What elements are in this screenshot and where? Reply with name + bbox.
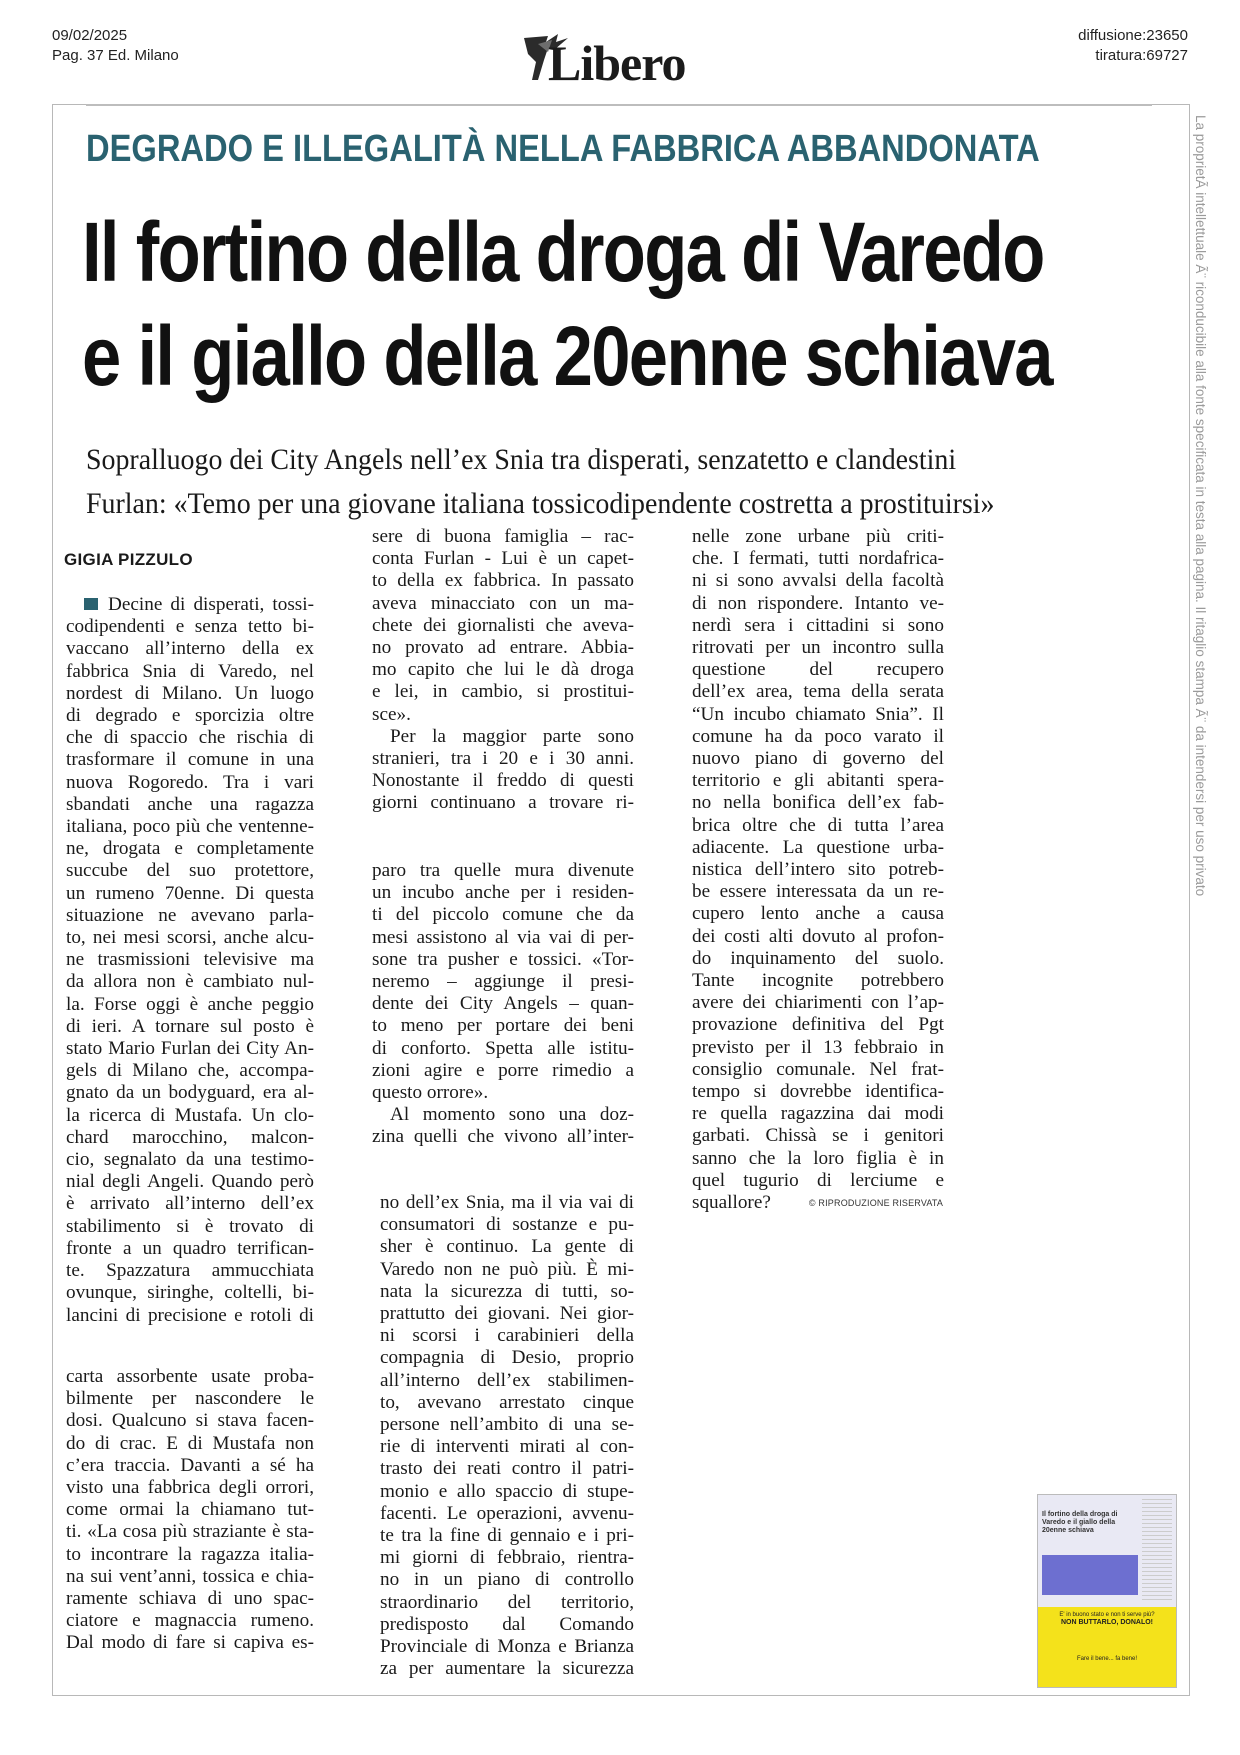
text-line: Al momento sono una doz-	[390, 1104, 634, 1126]
text-line: nerdì sera i cittadini si sono	[692, 614, 944, 636]
text-line: neremo – aggiunge il presi-	[372, 971, 634, 993]
text-line: tempo si dovrebbe identifica-	[692, 1081, 944, 1103]
diffusion-count: diffusione:23650	[1078, 27, 1188, 44]
frame-top-rule	[86, 104, 1152, 106]
text-line: compagnia di Desio, proprio	[380, 1347, 634, 1369]
text-line: do inquinamento del suolo.	[692, 947, 944, 969]
text-line: dosi. Qualcuno si stava facen-	[66, 1410, 314, 1432]
text-line: trasto dei reati contro il patri-	[380, 1458, 634, 1480]
text-line: “Un incubo chiamato Snia”. Il	[692, 703, 944, 725]
masthead-title: Libero	[548, 35, 686, 91]
text-line: rie di interventi mirati al con-	[380, 1436, 634, 1458]
article-kicker: DEGRADO E ILLEGALITÀ NELLA FABBRICA ABBANDONATA	[86, 128, 1040, 170]
text-line: provazione definitiva del Pgt	[692, 1014, 944, 1036]
text-line: no dell’ex Snia, ma il via vai di	[380, 1192, 634, 1213]
text-line: Dal modo di fare si capiva es-	[66, 1632, 314, 1654]
text-line: fronte a un quadro terrifican-	[66, 1237, 314, 1259]
text-line: ciatore e magnaccia rumeno.	[66, 1610, 314, 1632]
text-line: conta Furlan - Lui è un capet-	[372, 548, 634, 570]
text-line: no in un piano di controllo	[380, 1569, 634, 1591]
subhead-line-1: Sopralluogo dei City Angels nell’ex Snia tra disperati, senzatetto e clandestini	[86, 443, 957, 476]
text-line: italiana, poco più che ventenne-	[66, 816, 314, 838]
text-line: to della ex fabbrica. In passato	[372, 570, 634, 592]
text-line: predisposto dal Comando	[380, 1613, 634, 1635]
text-line: comune ha da poco varato il	[692, 725, 944, 747]
text-line: ni si sono avvalsi della facoltà	[692, 570, 944, 592]
text-line: Per la maggior parte sono	[390, 725, 634, 747]
text-line: chete dei giornalisti che aveva-	[372, 614, 634, 636]
text-line: Tante incognite potrebbero	[692, 970, 944, 992]
thumbnail-title: Il fortino della droga di Varedo e il giallo della 20enne schiava	[1042, 1511, 1118, 1534]
text-line: persone nell’ambito di una se-	[380, 1414, 634, 1436]
text-line: ni scorsi i carabinieri della	[380, 1325, 634, 1347]
text-line: che di spaccio che rischia di	[66, 727, 314, 749]
text-line: Provinciale di Monza e Brianza	[380, 1636, 634, 1658]
text-line: come ormai la chiamano tut-	[66, 1499, 314, 1521]
text-line: monio e allo spaccio di stupe-	[380, 1480, 634, 1502]
text-line: be essere interessata da un re-	[692, 881, 944, 903]
text-line: nata la sicurezza di tutti, so-	[380, 1280, 634, 1302]
text-line: di conforto. Spetta alle istitu-	[372, 1037, 634, 1059]
text-line: nuova Rogoredo. Tra i vari	[66, 771, 314, 793]
text-line: ne trasmissioni televisive ma	[66, 949, 314, 971]
article-column-1-continued	[66, 1366, 314, 1655]
text-line: nuovo piano di governo del	[692, 748, 944, 770]
text-line: un incubo anche per i residen-	[372, 882, 634, 904]
text-line: fabbrica Snia di Varedo, nel	[66, 660, 314, 682]
text-line: lancini di precisione e rotoli di	[66, 1304, 314, 1326]
headline-line-1: Il fortino della droga di Varedo	[82, 205, 1044, 299]
page-header-right	[1078, 26, 1188, 66]
text-line: che. I fermati, tutti nordafrica-	[692, 548, 944, 570]
text-line: no nella bonifica dell’ex fab-	[692, 792, 944, 814]
text-line: questo orrore».	[372, 1082, 489, 1104]
text-line: nial degli Angeli. Quando però	[66, 1171, 314, 1193]
text-line: dei costi alti dovuto al profon-	[692, 925, 944, 947]
page-edition: Pag. 37 Ed. Milano	[52, 47, 179, 64]
text-line: mesi assistono al via vai di per-	[372, 926, 634, 948]
article-column-3	[692, 526, 944, 1214]
text-line: succube del suo protettore,	[66, 860, 314, 882]
article-column-2-end	[380, 1192, 634, 1680]
text-line: Varedo non ne può più. È mi-	[380, 1258, 634, 1280]
text-line: to, nei mesi scorsi, anche alcu-	[66, 927, 314, 949]
text-line: situazione ne avevano parla-	[66, 904, 314, 926]
text-line: ritrovati per un incontro sulla	[692, 637, 944, 659]
text-line: consiglio comunale. Nel frat-	[692, 1058, 944, 1080]
text-line: cupero lento anche a causa	[692, 903, 944, 925]
paragraph-start-square-icon	[84, 598, 98, 610]
copyright-side-note	[1190, 115, 1210, 1095]
headline-line-2: e il giallo della 20enne schiava	[82, 309, 1052, 403]
masthead-logo	[518, 28, 728, 94]
text-line: consumatori di sostanze e pu-	[380, 1214, 634, 1236]
article-headline	[82, 200, 1052, 408]
text-line: sanno che la loro figlia è in	[692, 1147, 944, 1169]
text-line: na sui vent’anni, tossica e chia-	[66, 1565, 314, 1587]
text-line: territorio e gli abitanti spera-	[692, 770, 944, 792]
text-line-content: Decine di disperati, tossi-	[108, 594, 314, 615]
text-line: ti del piccolo comune che da	[372, 904, 634, 926]
text-line: to meno per portare dei beni	[372, 1015, 634, 1037]
text-line: ramente schiava di uno spac-	[66, 1588, 314, 1610]
text-line: stato Mario Furlan dei City An-	[66, 1038, 314, 1060]
text-line: garbati. Chissà se i genitori	[692, 1125, 944, 1147]
article-subhead	[86, 438, 994, 526]
text-line: zioni agire e porre rimedio a	[372, 1059, 634, 1081]
text-line: zina quelli che vivono all’inter-	[372, 1126, 634, 1148]
text-line: visto una fabbrica degli orrori,	[66, 1477, 314, 1499]
thumbnail-advert-text	[1044, 1611, 1170, 1663]
subhead-line-2: Furlan: «Temo per una giovane italiana tossicodipendente costretta a prostituirsi»	[86, 487, 995, 520]
text-line: gels di Milano che, accompa-	[66, 1060, 314, 1082]
text-line: ne, drogata e completamente	[66, 838, 314, 860]
text-line: quel tugurio di lerciume e	[692, 1169, 944, 1191]
text-line: dente dei City Angels – quan-	[372, 993, 634, 1015]
text-line: mi giorni di febbraio, rientra-	[380, 1547, 634, 1569]
text-line: sere di buona famiglia – rac-	[372, 526, 634, 547]
text-line: to incontrare la ragazza italia-	[66, 1543, 314, 1565]
text-line: un rumeno 70enne. Di questa	[66, 882, 314, 904]
text-line: mo capito che lui le dà droga	[372, 659, 634, 681]
advert-line-1: E' in buono stato e non ti serve più?	[1059, 1612, 1155, 1618]
text-line: sce».	[372, 703, 411, 725]
text-line: chard marocchino, malcon-	[66, 1126, 314, 1148]
text-line: stranieri, tra i 20 e i 30 anni.	[372, 748, 634, 770]
page-thumbnail	[1037, 1494, 1177, 1688]
article-column-1	[66, 594, 314, 1327]
article-column-2-continued	[372, 860, 634, 1149]
text-line: sone tra pusher e tossici. «Tor-	[372, 948, 634, 970]
publication-date: 09/02/2025	[52, 27, 128, 44]
text-line: aveva minacciato con un ma-	[372, 592, 634, 614]
text-line: te. Spazzatura ammucchiata	[66, 1260, 314, 1282]
text-line: carta assorbente usate proba-	[66, 1366, 314, 1387]
text-line: stabilimento si è trovato di	[66, 1215, 314, 1237]
page-header-left	[52, 26, 179, 66]
text-line: gnato da un bodyguard, era al-	[66, 1082, 314, 1104]
text-line: paro tra quelle mura divenute	[372, 860, 634, 881]
text-line: Nonostante il freddo di questi	[372, 770, 634, 792]
text-line: c’era traccia. Davanti a sé ha	[66, 1454, 314, 1476]
circulation-count: tiratura:69727	[1095, 47, 1188, 64]
text-line: nordest di Milano. Un luogo	[66, 682, 314, 704]
text-line: za per aumentare la sicurezza	[380, 1658, 634, 1680]
text-line: prattutto dei giovani. Nei gior-	[380, 1303, 634, 1325]
text-line: codipendenti e senza tetto bi-	[66, 616, 314, 638]
text-line: giorni continuano a trovare ri-	[372, 792, 634, 814]
text-line: previsto per il 13 febbraio in	[692, 1036, 944, 1058]
text-line: questione del recupero	[692, 659, 944, 681]
text-line: all’interno dell’ex stabilimen-	[380, 1369, 634, 1391]
thumbnail-text-lines	[1142, 1499, 1172, 1603]
text-line: re quella ragazzina dai modi	[692, 1103, 944, 1125]
text-line: adiacente. La questione urba-	[692, 836, 944, 858]
text-line: squallore? © RIPRODUZIONE RISERVATA	[692, 1192, 944, 1214]
text-line: dell’ex area, tema della serata	[692, 681, 944, 703]
text-line: di ieri. A tornare sul posto è	[66, 1015, 314, 1037]
text-line: trasformare il comune in una	[66, 749, 314, 771]
advert-line-2: NON BUTTARLO, DONALO!	[1060, 1619, 1154, 1626]
text-line: facenti. Le operazioni, avvenu-	[380, 1502, 634, 1524]
text-line: straordinario del territorio,	[380, 1591, 634, 1613]
text-line: bilmente per nascondere le	[66, 1388, 314, 1410]
copyright-notice: © RIPRODUZIONE RISERVATA	[808, 1198, 944, 1209]
article-byline: GIGIA PIZZULO	[64, 550, 193, 569]
text-line: brica oltre che di tutta l’area	[692, 814, 944, 836]
text-line: te tra la fine di gennaio e i pri-	[380, 1525, 634, 1547]
text-line: sbandati anche una ragazza	[66, 793, 314, 815]
text-line: vaccano all’interno della ex	[66, 638, 314, 660]
text-line: no provato ad entrare. Abbia-	[372, 637, 634, 659]
advert-line-3: Fare il bene... fa bene!	[1076, 1656, 1138, 1662]
text-line: to, avevano arrestato cinque	[380, 1391, 634, 1413]
text-line: da allora non è cambiato nul-	[66, 971, 314, 993]
text-line: di degrado e sporcizia oltre	[66, 705, 314, 727]
text-line: cio, segnalato da una testimo-	[66, 1149, 314, 1171]
text-line: ovunque, siringhe, coltelli, bi-	[66, 1282, 314, 1304]
text-line: la ricerca di Mustafa. Un clo-	[66, 1104, 314, 1126]
text-line: nistica dell’intero sito potreb-	[692, 859, 944, 881]
text-line: la. Forse oggi è anche peggio	[66, 993, 314, 1015]
thumbnail-photo	[1042, 1555, 1138, 1595]
text-line: do di crac. E di Mustafa non	[66, 1432, 314, 1454]
text-line: di non rispondere. Intanto ve-	[692, 592, 944, 614]
text-line: nelle zone urbane più criti-	[692, 526, 944, 547]
article-column-2	[372, 526, 634, 815]
text-line: avere dei chiarimenti con l’ap-	[692, 992, 944, 1014]
text-line: e lei, in cambio, si prostitui-	[372, 681, 634, 703]
text-line: è arrivato all’interno dell’ex	[66, 1193, 314, 1215]
text-line: sher è continuo. La gente di	[380, 1236, 634, 1258]
text-line: ti. «La cosa più straziante è sta-	[66, 1521, 314, 1543]
side-note-text: La proprietÃ intellettuale Ã¨ riconducibile alla fonte specificata in testa alla pagina. Il ritaglio stampa Ã¨ da intendersi per uso privato	[1193, 115, 1208, 897]
text-line	[66, 594, 314, 616]
